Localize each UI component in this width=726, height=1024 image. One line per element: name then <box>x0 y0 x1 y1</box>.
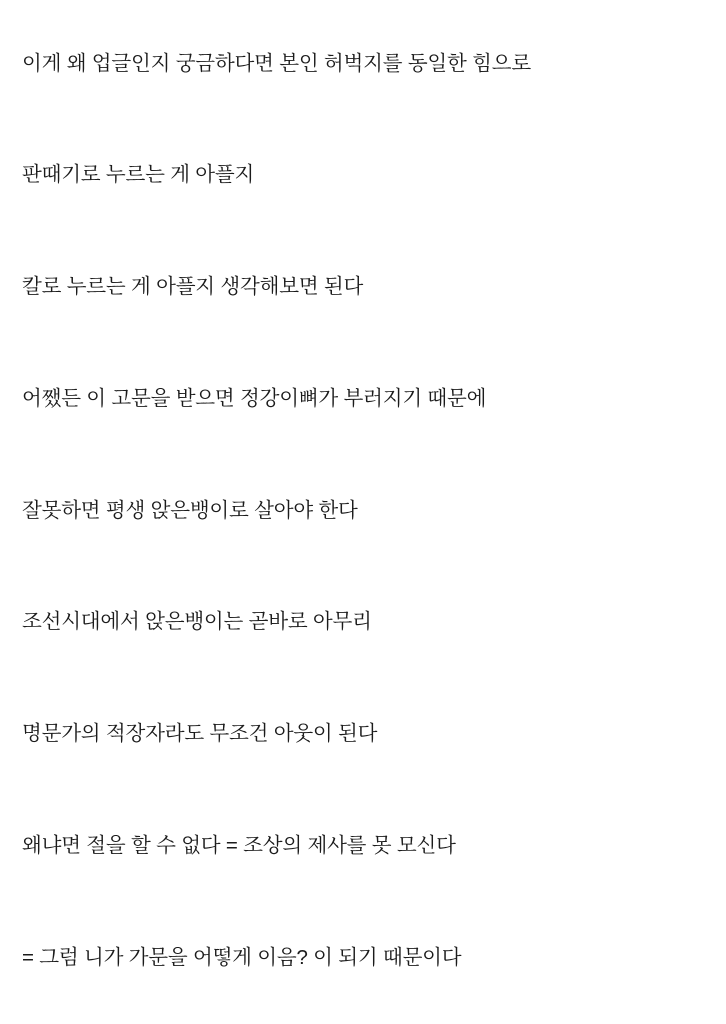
paragraph-4: 어쨌든 이 고문을 받으면 정강이뼈가 부러지기 때문에 <box>22 386 487 410</box>
paragraph-5: 잘못하면 평생 앉은뱅이로 살아야 한다 <box>22 498 358 522</box>
paragraph-2: 판때기로 누르는 게 아플지 <box>22 163 255 187</box>
paragraph-9: = 그럼 니가 가문을 어떻게 이음? 이 되기 때문이다 <box>22 945 462 969</box>
paragraph-6: 조선시대에서 앉은뱅이는 곧바로 아무리 <box>22 610 372 634</box>
paragraph-8: 왜냐면 절을 할 수 없다 = 조상의 제사를 못 모신다 <box>22 833 456 857</box>
paragraph-1: 이게 왜 업글인지 궁금하다면 본인 허벅지를 동일한 힘으로 <box>22 51 531 75</box>
paragraph-7: 명문가의 적장자라도 무조건 아웃이 된다 <box>22 722 378 746</box>
paragraph-3: 칼로 누르는 게 아플지 생각해보면 된다 <box>22 275 364 299</box>
